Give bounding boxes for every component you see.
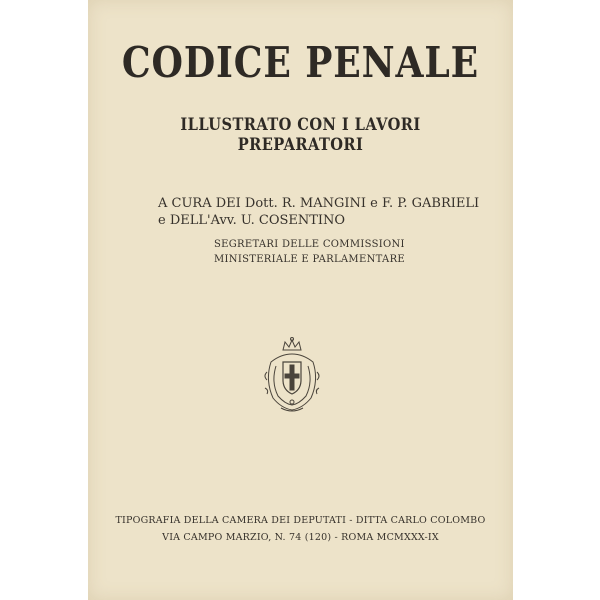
editors-line-1: A CURA DEI Dott. R. MANGINI e F. P. GABRIELI [158, 196, 480, 211]
printer-imprint [88, 512, 513, 546]
editors-role-line-2: MINISTERIALE E PARLAMENTARE [214, 254, 405, 265]
editors-block [158, 195, 479, 267]
book-subtitle: ILLUSTRATO CON I LAVORI PREPARATORI [180, 115, 421, 155]
editors-role-line-1: SEGRETARI DELLE COMMISSIONI [214, 239, 405, 250]
title-page [88, 0, 513, 600]
editors-line-2: e DELL'Avv. U. COSENTINO [158, 213, 346, 228]
printer-line-2: VIA CAMPO MARZIO, N. 74 (120) - ROMA MCMXXX-IX [162, 532, 439, 543]
book-title: CODICE PENALE [121, 38, 480, 87]
printer-line-1: TIPOGRAFIA DELLA CAMERA DEI DEPUTATI - DITTA CARLO COLOMBO [115, 515, 486, 526]
savoy-coat-of-arms-icon [261, 336, 323, 414]
editors-role [158, 237, 479, 267]
